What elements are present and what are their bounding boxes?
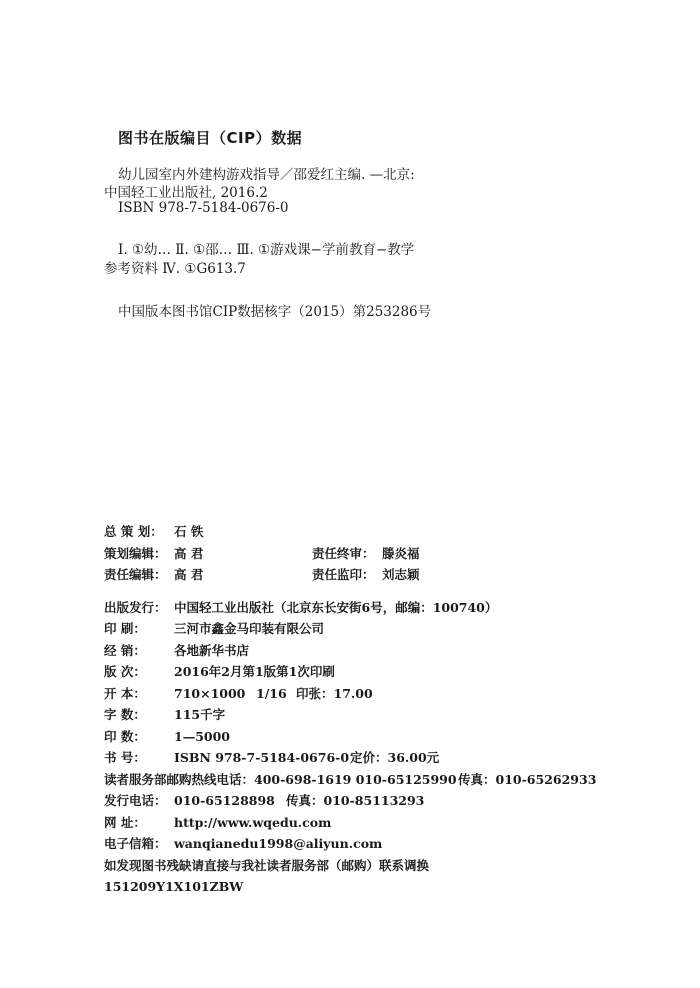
- edition-row: [104, 661, 664, 683]
- cip-line-isbn: ISBN 978-7-5184-0676-0: [118, 200, 289, 216]
- notice-row: [104, 855, 664, 877]
- website-value: http://www.wqedu.com: [174, 814, 332, 830]
- word-count-row: [104, 704, 664, 726]
- price-label: 定价：: [350, 750, 388, 765]
- format-fraction: 1/16: [256, 685, 287, 701]
- isbn-value: ISBN 978-7-5184-0676-0: [174, 750, 350, 765]
- book-code: 151209Y1X101ZBW: [104, 879, 244, 894]
- plan-editor-value: 高 君: [174, 545, 204, 561]
- publisher-row: [104, 597, 664, 619]
- notice-text: 如发现图书残缺请直接与我社读者服务部（邮购）联系调换: [104, 857, 430, 873]
- format-label: 开 本：: [104, 685, 146, 701]
- printer-row: [104, 618, 664, 640]
- cip-title: 图书在版编目（CIP）数据: [118, 129, 303, 147]
- cip-line-title-author: 幼儿园室内外建构游戏指导／邵爱红主编. —北京:: [118, 167, 415, 183]
- hotline-value: 400-698-1619 010-65125990: [254, 771, 457, 787]
- email-label: 电子信箱：: [104, 836, 167, 851]
- distributor-label: 经 销：: [104, 642, 146, 658]
- final-review-value: 滕炎福: [382, 545, 420, 561]
- price-value: 36.00元: [387, 750, 440, 765]
- chief-planner-value: 石 铁: [174, 524, 204, 539]
- edition-value: 2016年2月第1版第1次印刷: [174, 664, 335, 679]
- plan-editor-label: 策划编辑：: [104, 545, 167, 561]
- isbn-row: [104, 747, 664, 769]
- cip-line-subjects: Ⅰ. ①幼… Ⅱ. ①邵… Ⅲ. ①游戏课−学前教育−教学: [118, 242, 415, 258]
- print-run-label: 印 数：: [104, 728, 146, 744]
- fax1-label: 传真：: [458, 771, 496, 787]
- publisher-label: 出版发行：: [104, 599, 167, 615]
- fax2-value: 010-85113293: [323, 793, 425, 808]
- fax1-value: 010-65262933: [495, 771, 597, 787]
- distributor-row: [104, 640, 664, 662]
- resp-editor-label: 责任编辑：: [104, 567, 167, 582]
- colophon: [104, 521, 664, 898]
- final-review-label: 责任终审：: [312, 545, 375, 561]
- email-value: wanqianedu1998@aliyun.com: [174, 836, 383, 851]
- hotline-label: 读者服务部邮购热线电话：: [104, 771, 255, 787]
- publisher-value: 中国轻工业出版社（北京东长安街6号，邮编：100740）: [174, 599, 498, 615]
- printer-label: 印 刷：: [104, 621, 146, 636]
- print-run-value: 1—5000: [174, 728, 230, 744]
- printer-value: 三河市鑫金马印装有限公司: [174, 621, 325, 636]
- format-size: 710×1000: [174, 685, 246, 701]
- cip-line-publisher: 中国轻工业出版社, 2016.2: [104, 185, 268, 201]
- isbn-label: 书 号：: [104, 750, 146, 765]
- website-label: 网 址：: [104, 814, 146, 830]
- cip-line-classification: 参考资料 Ⅳ. ①G613.7: [104, 261, 246, 277]
- sheets-value: 17.00: [333, 685, 373, 701]
- resp-print-label: 责任监印：: [312, 567, 375, 582]
- website-row: [104, 812, 664, 834]
- chief-planner-label: 总 策 划：: [104, 524, 163, 539]
- code-row: [104, 876, 664, 898]
- plan-editor-row: [104, 543, 664, 565]
- fax2-label: 传真：: [286, 793, 324, 808]
- sales-tel-row: [104, 790, 664, 812]
- resp-editor-row: [104, 564, 664, 586]
- format-row: [104, 683, 664, 705]
- distributor-value: 各地新华书店: [174, 642, 250, 658]
- email-row: [104, 833, 664, 855]
- word-count-value: 115千字: [174, 707, 226, 722]
- edition-label: 版 次：: [104, 664, 146, 679]
- hotline-row: [104, 769, 664, 791]
- sheets-label: 印张：: [296, 685, 334, 701]
- word-count-label: 字 数：: [104, 707, 146, 722]
- resp-editor-value: 高 君: [174, 567, 204, 582]
- sales-tel-label: 发行电话：: [104, 793, 167, 808]
- sales-tel-value: 010-65128898: [174, 793, 275, 808]
- resp-print-value: 刘志颖: [382, 567, 420, 582]
- chief-planner-row: [104, 521, 664, 543]
- cip-line-record-number: 中国版本图书馆CIP数据核字（2015）第253286号: [118, 304, 432, 320]
- print-run-row: [104, 726, 664, 748]
